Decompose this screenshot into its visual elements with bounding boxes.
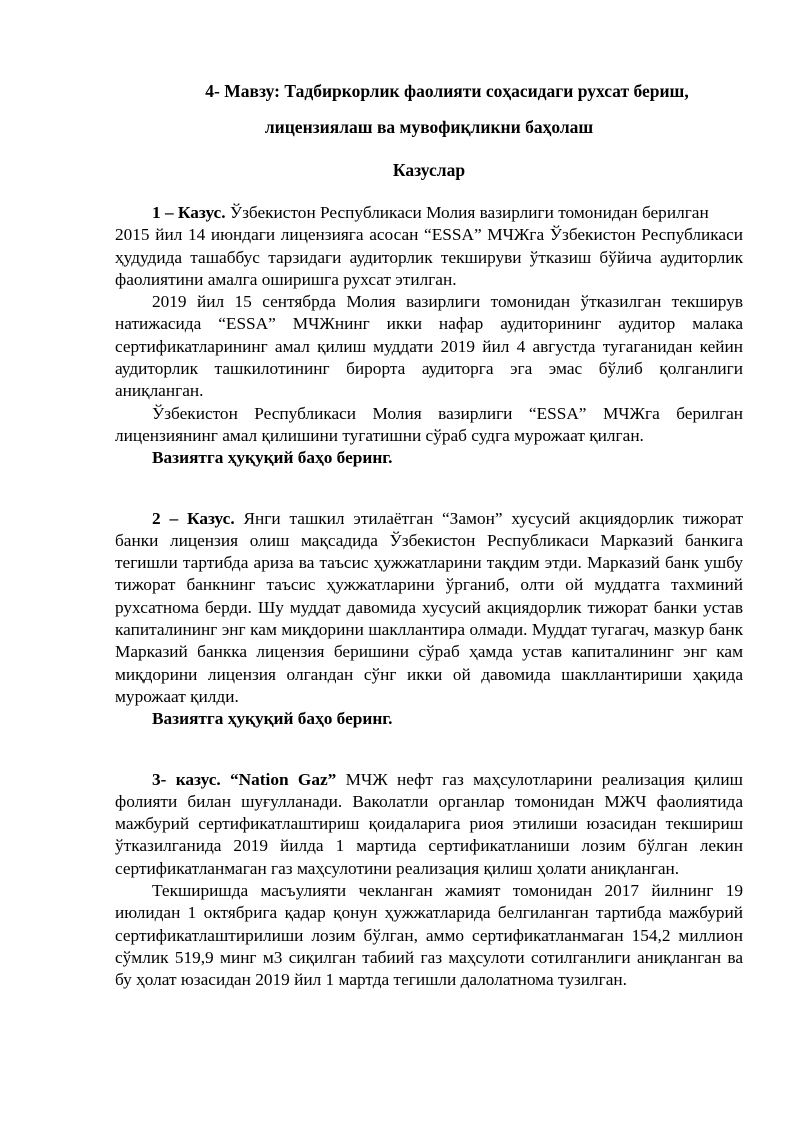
case-1-text-intro: Ўзбекистон Республикаси Молия вазирлиги томонидан берилган: [225, 203, 709, 222]
title-line-1: 4- Мавзу: Тадбиркорлик фаолияти соҳасидаги рухсат бериш,: [205, 81, 689, 101]
case-1-paragraph-1-cont: 2015 йил 14 июндаги лицензияга асосан “ESSA” МЧЖга Ўзбекистон Республикаси ҳудудида ташаббус тарзидаги аудиторлик текшируви ўтказиш бўйича аудиторлик фаолиятини амалга оширишга рухсат этилган.: [115, 225, 743, 289]
spacer: [115, 470, 743, 508]
case-2-task: Вазиятга ҳуқуқий баҳо беринг.: [152, 709, 393, 729]
case-1-paragraph-1: [115, 202, 743, 224]
title-line-2: лицензиялаш ва мувофиқликни баҳолаш: [264, 117, 594, 137]
case-3: [115, 769, 743, 992]
case-3-text: МЧЖ нефт газ маҳсулотларини реализация қилиш фолияти билан шуғулланади. Ваколатли органлар томонидан МЖЧ фаолиятида мажбурий сертификатлаштириш қоидаларига риоя этилиши юзасидан текшириш ўтказилганида 2019 йилда 1 мартида сертификатланиши лозим бўлган лекин сертификатланмаган газ маҳсулотини реализация қилиш ҳолати аниқланган.: [115, 769, 743, 878]
case-2-paragraph-1: [115, 508, 743, 709]
case-3-label: 3- казус. “Nation Gaz”: [152, 769, 337, 789]
document-title: [115, 74, 743, 145]
case-2: [115, 508, 743, 731]
section-subtitle: Казуслар: [392, 160, 466, 180]
case-1-task: Вазиятга ҳуқуқий баҳо беринг.: [152, 448, 393, 468]
case-1-paragraph-3: Ўзбекистон Республикаси Молия вазирлиги “ESSA” МЧЖга берилган лицензиянинг амал қилишини тугатишни сўраб судга мурожаат қилган.: [115, 403, 743, 445]
case-3-paragraph-2: Текширишда масъулияти чекланган жамият томонидан 2017 йилнинг 19 июлидан 1 октябрига қадар қонун ҳужжатларида белгиланган тартибда мажбурий сертификатлаштирилиши лозим бўлган, аммо сертификатланмаган 154,2 миллион сўмлик 519,9 минг м3 сиқилган табиий газ маҳсулоти сотилганлиги аниқланган ва бу ҳолат юзасидан 2019 йил 1 мартда тегишли далолатнома тузилган.: [115, 881, 743, 990]
case-2-label: 2 – Казус.: [152, 508, 235, 528]
case-3-paragraph-1: [115, 769, 743, 880]
case-1-label: 1 – Казус.: [152, 203, 226, 222]
spacer: [115, 731, 743, 769]
case-2-text: Янги ташкил этилаётган “Замон” хусусий акциядорлик тижорат банки лицензия олиш мақсадида Ўзбекистон Республикаси Марказий банкига тегишли тартибда ариза ва таъсис ҳужжатларини тақдим этди. Марказий банк ушбу тижорат банкнинг таъсис ҳужжатларини ўрганиб, олти ой муддатга тахминий рухсатнома берди. Шу муддат давомида хусусий акциядорлик тижорат банки устав капиталининг энг кам миқдорини шакллантира олмади. Муддат тугагач, мазкур банк Марказий банкка лицензия беришини сўраб ҳамда устав капиталининг энг кам миқдорини лицензия олгандан сўнг икки ой давомида шакллантириши ҳақида мурожаат қилди.: [115, 508, 743, 706]
case-1-paragraph-2: 2019 йил 15 сентябрда Молия вазирлиги томонидан ўтказилган текширув натижасида “ESSA” МЧЖнинг икки нафар аудиторининг аудитор малака сертификатларининг амал қилиш муддати 2019 йил 4 августда тугаганидан кейин аудиторлик ташкилотининг бирорта аудиторга эга эмас бўлиб қолганлиги аниқланган.: [115, 292, 743, 401]
case-1: [115, 202, 743, 470]
